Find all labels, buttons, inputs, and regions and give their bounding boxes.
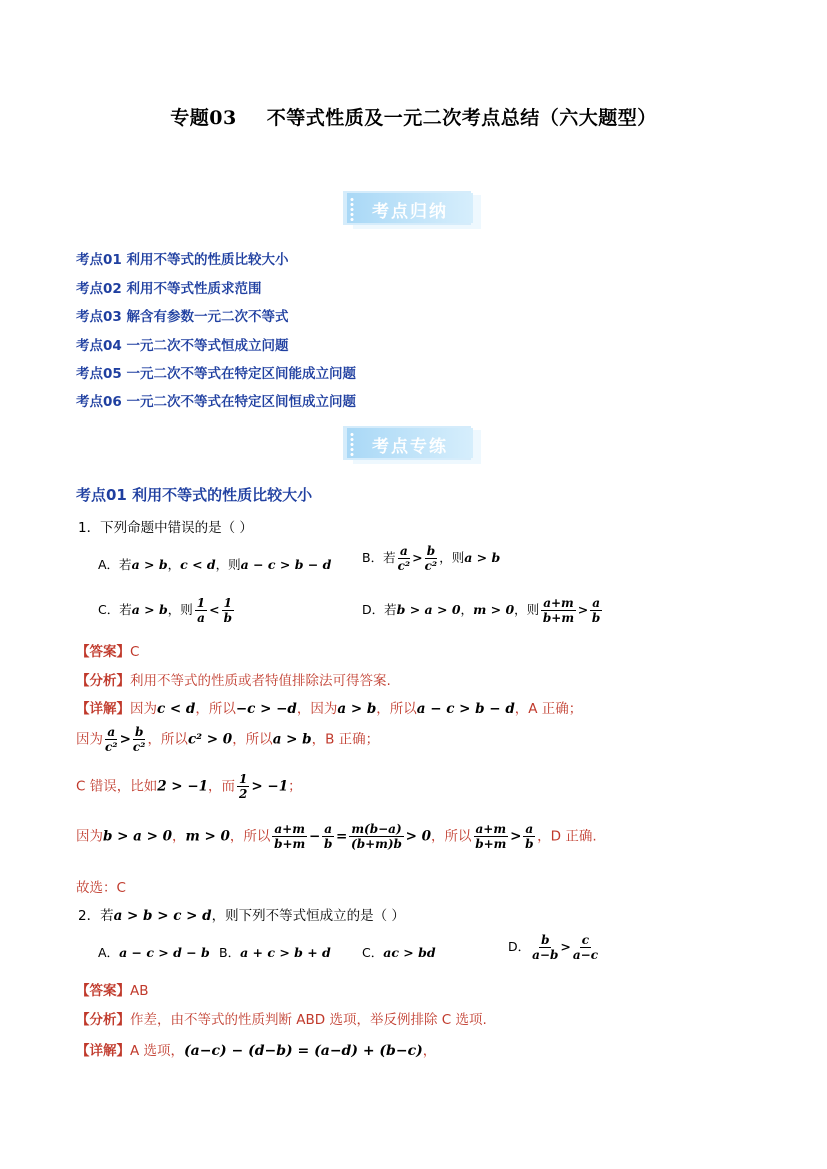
title-text: 不等式性质及一元二次考点总结（六大题型） bbox=[266, 107, 657, 129]
q2-detail: 【详解】A 选项，(a−c) − (d−b) = (a−d) + (b−c)， bbox=[76, 1043, 437, 1059]
q1-conclusion: 故选：C bbox=[76, 880, 126, 896]
q2-analysis: 【分析】作差，由不等式的性质判断 ABD 选项，举反例排除 C 选项. bbox=[76, 1012, 487, 1028]
q2-answer: 【答案】AB bbox=[76, 983, 149, 999]
toc-item-5: 考点05 一元二次不等式在特定区间能成立问题 bbox=[76, 366, 356, 382]
section-heading: 考点01 利用不等式的性质比较大小 bbox=[76, 486, 313, 504]
q1-option-d: D．若b > a > 0，m > 0，则 $\frac{a+m}{b+m}$ > $\frac{a}{b}$ bbox=[362, 596, 601, 625]
q1-option-c: C．若a > b，则 $\frac{1}{a}$ < $\frac{1}{b}$ bbox=[98, 596, 232, 625]
banner-summary-label: 考点归纳 bbox=[372, 202, 448, 222]
banner-practice-label: 考点专练 bbox=[372, 437, 448, 457]
q2-stem: 2．若a > b > c > d，则下列不等式恒成立的是（ ） bbox=[78, 908, 405, 924]
banner-practice bbox=[343, 426, 485, 460]
q2-option-b: B．a + c > b + d bbox=[219, 945, 331, 960]
q1-detail-line-2: 因为 $\frac{a}{\text{c²}}$ > $\frac{b}{\text{c²}}$ ，所以c² > 0，所以a > b，B 正确； bbox=[76, 725, 380, 754]
q1-detail-line-1: 【详解】因为c < d，所以−c > −d，因为a > b，所以a − c > b − d，A 正确； bbox=[76, 701, 583, 717]
q1-option-a: A．若a > b，c < d，则a − c > b − d bbox=[98, 557, 332, 572]
toc-item-1: 考点01 利用不等式的性质比较大小 bbox=[76, 252, 289, 268]
title-number: 专题03 bbox=[170, 107, 237, 129]
banner-summary bbox=[343, 191, 485, 225]
q1-option-b: B．若 $\frac{a}{\text{c²}}$ > $\frac{b}{\text{c²}}$ ，则a > b bbox=[362, 544, 501, 573]
q1-answer: 【答案】C bbox=[76, 644, 140, 660]
q2-option-c: C．ac > bd bbox=[362, 945, 436, 960]
q1-analysis: 【分析】利用不等式的性质或者特值排除法可得答案. bbox=[76, 673, 391, 689]
toc-item-3: 考点03 解含有参数一元二次不等式 bbox=[76, 309, 289, 325]
toc-item-4: 考点04 一元二次不等式恒成立问题 bbox=[76, 338, 289, 354]
q1-detail-line-4: 因为b > a > 0，m > 0，所以 $\frac{a+m}{b+m}$ − $\frac{a}{b}$ = $\frac{m(b-a)}{(b+m)b}$ > 0，所以 $\frac{a+m}{b+m}$ > $\frac{a}{b}$ ，D 正确. bbox=[76, 822, 597, 851]
toc-item-2: 考点02 利用不等式性质求范围 bbox=[76, 281, 262, 297]
q2-option-d: D． $\frac{b}{a-b}$ > $\frac{c}{a-c}$ bbox=[508, 933, 598, 962]
q2-option-a: A．a − c > d − b bbox=[98, 945, 210, 960]
q1-detail-line-3: C 错误，比如2 > −1，而 $\frac{1}{2}$ > −1； bbox=[76, 772, 302, 801]
page-title bbox=[0, 103, 827, 130]
toc-item-6: 考点06 一元二次不等式在特定区间恒成立问题 bbox=[76, 394, 356, 410]
q1-stem: 1．下列命题中错误的是（ ） bbox=[78, 520, 253, 536]
